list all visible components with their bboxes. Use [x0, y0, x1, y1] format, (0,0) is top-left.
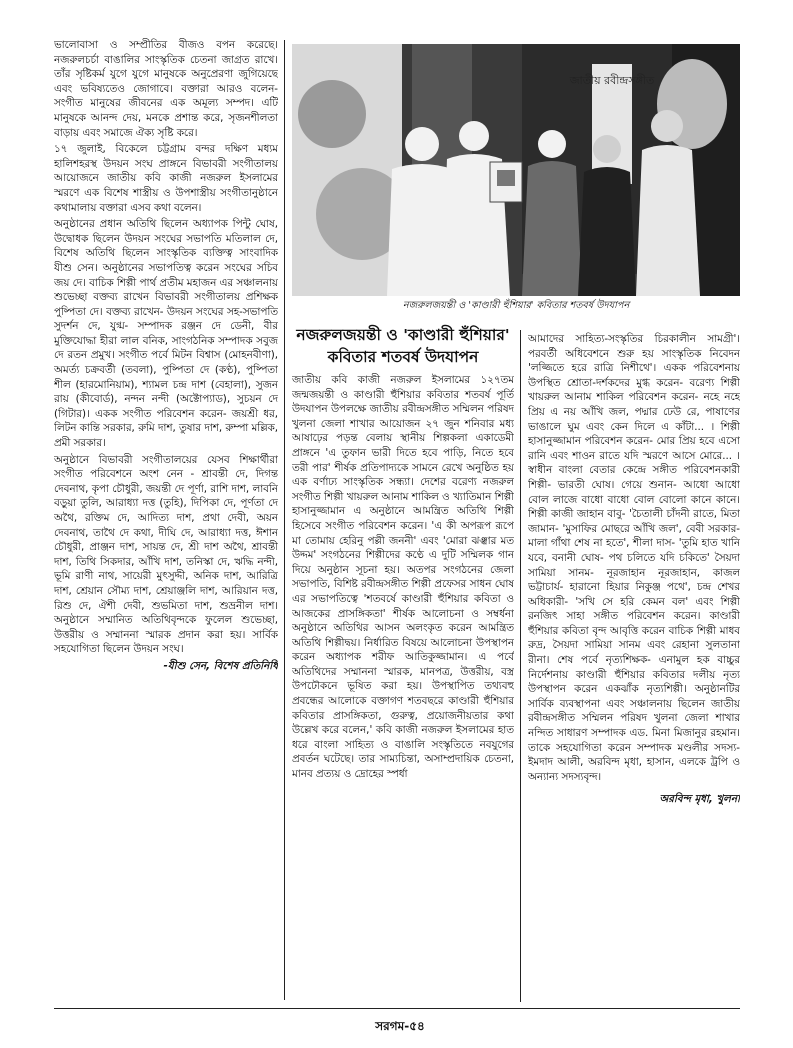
footer-rule	[54, 1008, 740, 1009]
left-paragraph-3: অনুষ্ঠানের প্রধান অতিথি ছিলেন অধ্যাপক পিন্টু ঘোষ, উদ্বোধক ছিলেন উদয়ন সংঘের সভাপতি মতিলাল দে, বিশেষ অতিথি ছিলেন সাংস্কৃতিক ব্যক্তিত্ব সাংবাদিক যীশু সেন। অনুষ্ঠানের সভাপতিত্ব করেন সংঘের সচিব জয় দে। বাচিক শিল্পী পার্থ প্রতীম মহাজন এর সঞ্চালনায় শুভেচ্ছা বক্তব্য রাখেন বিভাবরী সংগীতালয় প্রশিক্ষক পুষ্পিতা দে। বক্তব্য রাখেন- উদয়ন সংঘের সহ-সভাপতি সুদর্শন দে, যুগ্ম- সম্পাদক রঞ্জন দে ডেনী, বীর মুক্তিযোদ্ধা হীরা লাল বনিক, সাংগঠনিক সম্পাদক সবুজ দে রতন প্রমুখ। সংগীত পর্বে মিটন বিশ্বাস (মোহনবীণা), অমর্ত্য চক্রবর্তী (তবলা), পুষ্পিতা দে (কণ্ঠ), পুষ্পিতা শীল (হারমোনিয়াম), শ্যামল চন্দ্র দাশ (বেহালা), সুজন রায় (কীবোর্ড), নন্দন নন্দী (অক্টোপ্যাড), সুচয়ন দে (গিটার)। একক সংগীত পরিবেশন করেন- জয়শ্রী ধর, লিটন কান্তি সরকার, রুমি দাশ, তুষার দাশ, রুম্পা মল্লিক, প্রমী সরকার।	[54, 218, 278, 450]
left-paragraph-2: ১৭ জুলাই, বিকেলে চট্টগ্রাম বন্দর দক্ষিণ মধ্যম হালিশহরস্থ উদয়ন সংঘ প্রাঙ্গনে বিভাবরী সংগীতালয় আয়োজনে জাতীয় কবি কাজী নজরুল ইসলামের স্মরণে এক বিশেষ শাস্ত্রীয় ও উপশাস্ত্রীয় সংগীতানুষ্ঠানে কথামালায় বক্তারা এসব কথা বলেন।	[54, 143, 278, 214]
middle-paragraph-1: জাতীয় কবি কাজী নজরুল ইসলামের ১২৭তম জন্মজয়ন্তী ও কাণ্ডারী হুঁশিয়ার কবিতার শতবর্ষ পূর্তি উদযাপন উপলক্ষে জাতীয় রবীন্দ্রসঙ্গীত সম্মিলন পরিষদ খুলনা জেলা শাখার আয়োজন ২৭ জুন শনিবার মধ্য আষাঢ়ের পড়ন্ত বেলায় স্থানীয় শিল্পকলা একাডেমী প্রাঙ্গনে 'এ তুফান ভারী দিতে হবে পাড়ি, নিতে হবে তরী পার' শীর্ষক প্রতিপাদ্যকে সামনে রেখে অনুষ্ঠিত হয় এক বর্ণাঢ্য সাংস্কৃতিক সন্ধ্যা। দেশের বরেণ্য নজরুল সংগীত শিল্পী খায়রুল আনাম শাকিল ও খ্যাতিমান শিল্পী হাসানুজ্জামান এ অনুষ্ঠানে আমন্ত্রিত অতিথি শিল্পী হিসেবে সংগীত পরিবেশন করেন। 'এ কী অপরূপ রূপে মা তোমায় হেরিনু পল্লী জননী' এবং 'মোরা ঝঞ্ঝার মত উদ্দম' সংগঠনের শিল্পীদের কণ্ঠে এ দুটি সম্মিলক গান দিয়ে অনুষ্ঠান সূচনা হয়। অতপর সংগঠনের জেলা সভাপতি, বিশিষ্ট রবীন্দ্রসঙ্গীত শিল্পী প্রফেসর সাধন ঘোষ এর সভাপতিত্বে 'শতবর্ষে কাণ্ডারী হুঁশিয়ার কবিতা ও আজকের প্রাসঙ্গিকতা' শীর্ষক আলোচনা ও সম্বর্ধনা অনুষ্ঠানে অতিথির আসন অলংকৃত করেন আমন্ত্রিত অতিথি শিল্পীদ্বয়। নির্ধারিত বিষয়ে আলোচনা উপস্থাপন করেন অধ্যাপক শরীফ আতিকুজ্জামান। এ পর্বে অতিথিদের সম্মাননা স্মারক, মানপত্র, উত্তরীয়, বস্ত্র উপঢৌকনে ভূষিত করা হয়। উপস্থাপিত তথ্যবহু প্রবন্ধের আলোকে বক্তাগণ শতবছরে কাণ্ডারী হুঁশিয়ার কবিতার প্রাসঙ্গিকতা, গুরুত্ব, প্রয়োজনীয়তার কথা উল্লেখ করে বলেন,' কবি কাজী নজরুল ইসলামের হাত ধরে বাংলা সাহিত্য ও বাঙালি সংস্কৃতিতে নবযুগের প্রবর্তন ঘটেছে। তার সাম্যচিন্তা, অসাম্প্রদায়িক চেতনা, মানব প্রত্যয় ও দ্রোহের স্পর্ধা	[292, 374, 514, 781]
event-photo	[292, 44, 740, 296]
left-article-byline: -যীশু সেন, বিশেষ প্রতিনিধি	[163, 659, 278, 672]
headline-line-1: নজরুলজয়ন্তী ও 'কাণ্ডারী হুঁশিয়ার'	[296, 326, 510, 344]
left-paragraph-1: ভালোবাসা ও সম্প্রীতির বীজও বপন করেছে। নজরুলচর্চা বাঙালির সাংস্কৃতিক চেতনা জাগ্রত রাখে। তাঁর সৃষ্টিকর্ম যুগে যুগে মানুষকে অনুপ্রেরণা জুগিয়েছে এবং ভবিষ্যতেও জোগাবে। বক্তারা আরও বলেন- সংগীত মানুষের জীবনের এক অমূল্য সম্পদ। এটি মানুষকে আনন্দ দেয়, মনকে প্রশান্ত করে, সৃজনশীলতা বাড়ায় এবং সমাজে ঐক্য সৃষ্টি করে।	[54, 39, 278, 139]
article-byline: অরবিন্দ মৃধা, খুলনা	[659, 793, 740, 806]
article-headline	[292, 324, 514, 368]
column-divider-left	[284, 40, 285, 1000]
photo-banner-text: জাতীয় রবীন্দ্রসঙ্গীত	[569, 74, 655, 87]
right-paragraph-1: আমাদের সাহিত্য-সংস্কৃতির চিরকালীন সামগ্রী'। পরবর্তী অধিবেশনে শুরু হয় সাংস্কৃতিক নিবেদন 'লজ্জিতে হরে রাত্রি নিশীথে'। একক পরিবেশনায় উপস্থিত শ্রোতা-দর্শকদের মুগ্ধ করেন- বরেণ্য শিল্পী খায়রুল আনাম শাকিল পরিবেশন করেন- নহে নহে প্রিয় এ নয় আঁখি জল, পদ্মার ঢেউ রে, পাষাণের ভাঙালে ঘুম এবং কেন দিলে এ কাঁটা... । শিল্পী হাসানুজ্জামান পরিবেশন করেন- মোর প্রিয় হবে এসো রানি এবং শাওন রাতে যদি স্মরণে আসে মোরে... । স্বাধীন বাংলা বেতার কেন্দ্রে সঙ্গীত পরিবেশনকারী শিল্পী- ভারতী ঘোষ। গেয়ে শুনান- আধো আধো বোল লাজে বাধো বাধো বোল বোলো কানে কানে। শিল্পী কাজী জাহান বাবু- 'চৈতালী চাঁদনী রাতে, মিতা জামান- 'মুসাফির মোছরে আঁখি জল', বেবী সরকার- মালা গাঁথা শেষ না হতে', শীলা দাস- 'তুমি হাত খানি যবে, বনানী ঘোষ- পথ চলিতে যদি চকিতে' সৈয়দা সামিয়া সানম- নূরজাহান নূরজাহান, কাজল ভট্টাচার্য- হারানো হিয়ার নিকুঞ্জ পথে', চন্দ্র শেখর অধিকারী- 'সখি সে হরি কেমন বল' এবং শিল্পী রনজিৎ সাহা সঙ্গীত পরিবেশন করেন। কাণ্ডারী হুঁশিয়ার কবিতা বৃন্দ আবৃত্তি করেন বাচিক শিল্পী মাধব রুদ্র, সৈয়দা সামিয়া সানম এবং রেহানা সুলতানা রীনা। শেষ পর্বে নৃত্যশিক্ষক- এনামুল হক বাচ্চুর নির্দেশনায় কাণ্ডারী হুঁশিয়ার কবিতার দলীয় নৃত্য উপস্থাপন করেন একঝাঁক নৃত্যশিল্পী। অনুষ্ঠানটির সার্বিক ব্যবস্থাপনা এবং সঞ্চালনায় ছিলেন জাতীয় রবীন্দ্রসঙ্গীত সম্মিলন পরিষদ খুলনা জেলা শাখার নন্দিত সাধারণ সম্পাদক এড. মিনা মিজানুর রহমান। তাকে সহযোগিতা করেন সম্পাদক মণ্ডলীর সদস্য- ইমদাদ আলী, অরবিন্দ মৃধা, হাসান, এলকে ট্রপি ও অন্যান্য সদস্যবৃন্দ।	[528, 333, 740, 783]
headline-line-2: কবিতার শতবর্ষ উদযাপন	[327, 348, 479, 366]
left-paragraph-4: অনুষ্ঠানে বিভাবরী সংগীতালয়ের যেসব শিক্ষার্থীরা সংগীত পরিবেশনে অংশ নেন - শ্রাবন্তী দে, দিগন্ত দেবনাথ, কৃপা চৌধুরী, জয়ন্তী দে পূর্ণা, রাশি দাশ, লাবনি বড়ুয়া তুলি, আরাধ্যা দত্ত (তুহি), দিপিকা দে, পূর্ণতা দে অথৈ, রক্তিম দে, আদিত্য দাশ, প্রথা দেবী, অয়ন দেবনাথ, তাথৈ দে কথা, দীঘি দে, আরাধ্যা দত্ত, ঈশান চৌধুরী, প্রাঞ্জন দাশ, সায়ন্ত দে, শ্রী দাশ অথৈ, শ্রাবন্তী দাশ, তিথি সিকদার, আঁখি দাশ, তনিস্কা দে, ঋদ্ধি নন্দী, ভূমি রাণী নাথ, সায়েরী মুৎসুদ্দী, অনিক দাশ, আরিত্রি দাশ, শ্রেয়ান সৌম্য দাশ, শ্রেয়াঞ্জলি দাশ, আরিয়ান দত্ত, রিশু দে, ঐশী দেবী, শুভমিতা দাশ, শুভ্রনীল দাশ। অনুষ্ঠানে সম্মানিত অতিথিবৃন্দকে ফুলেল শুভেচ্ছা, উত্তরীয় ও সম্মাননা স্মারক প্রদান করা হয়। সার্বিক সহযোগিতা ছিলেন উদয়ন সংঘ।	[54, 453, 278, 656]
photo-caption: নজরুলজয়ন্তী ও 'কাণ্ডারী হুঁশিয়ার' কবিতার শতবর্ষ উদযাপন	[402, 300, 630, 311]
left-article-column	[54, 38, 278, 998]
column-divider-right	[520, 330, 521, 1002]
page-number: সরগম-৫৪	[375, 1019, 425, 1033]
right-article-column	[528, 332, 740, 1010]
middle-article-column	[292, 373, 514, 1003]
